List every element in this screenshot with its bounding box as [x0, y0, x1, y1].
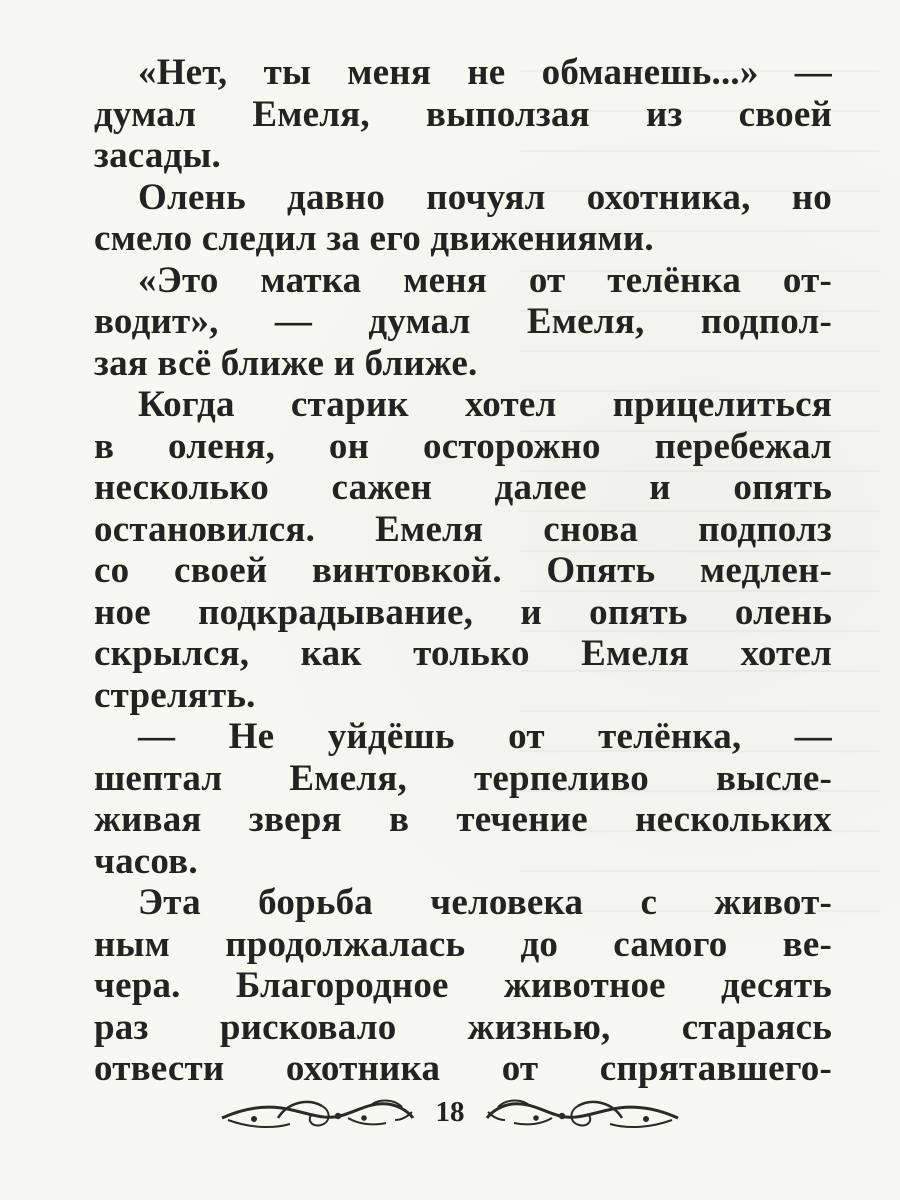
- text-line: засады.: [94, 135, 221, 176]
- text-line: смело следил за его движениями.: [94, 218, 654, 259]
- paragraph-3: [94, 260, 832, 385]
- paragraph-2: [94, 177, 832, 260]
- text-line: Эта борьба человека с живот-: [138, 882, 832, 923]
- flourish-ornament-icon: [485, 1094, 680, 1136]
- text-line: стрелять.: [94, 674, 256, 716]
- page-footer: [220, 1088, 680, 1142]
- text-line: в оленя, он осторожно перебежал: [94, 425, 832, 467]
- text-line: «Это матка меня от телёнка от-: [138, 259, 832, 301]
- text-line: «Нет, ты меня не обманешь...» —: [138, 52, 832, 93]
- text-line: живая зверя в течение нескольких: [94, 799, 832, 840]
- text-line: часов.: [94, 840, 198, 882]
- text-line: шептал Емеля, терпеливо высле-: [94, 757, 832, 799]
- text-line: отвести охотника от спрятавшего-: [94, 1048, 832, 1089]
- text-line: думал Емеля, выползая из своей: [94, 93, 832, 135]
- text-line: скрылся, как только Емеля хотел: [94, 633, 832, 674]
- text-line: — Не уйдёшь от телёнка, —: [138, 716, 832, 757]
- text-line: водит», — думал Емеля, подпол-: [94, 301, 832, 342]
- paragraph-1: [94, 52, 832, 177]
- text-line: со своей винтовкой. Опять медлен-: [94, 550, 832, 591]
- text-line: ным продолжалась до самого ве-: [94, 923, 832, 965]
- text-line: Олень давно почуял охотника, но: [138, 176, 832, 218]
- text-line: раз рисковало жизнью, стараясь: [94, 1006, 832, 1048]
- text-line: остановился. Емеля снова подполз: [94, 508, 832, 550]
- text-line: Когда старик хотел прицелиться: [138, 384, 832, 425]
- body-text: [94, 52, 832, 1090]
- text-line: ное подкрадывание, и опять олень: [94, 591, 832, 633]
- text-line: несколько сажен далее и опять: [94, 467, 832, 508]
- text-line: зая всё ближе и ближе.: [94, 342, 478, 384]
- page-number: 18: [435, 1096, 465, 1128]
- paragraph-5: [94, 716, 832, 882]
- paragraph-6: [94, 882, 832, 1090]
- paragraph-4: [94, 384, 832, 716]
- text-line: чера. Благородное животное десять: [94, 965, 832, 1006]
